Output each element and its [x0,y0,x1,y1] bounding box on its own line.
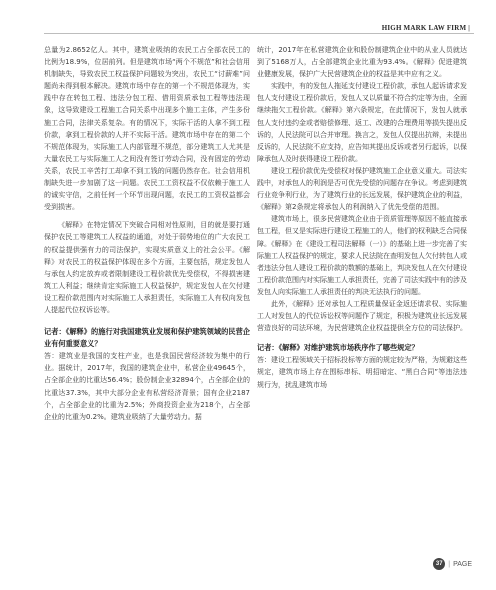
paragraph: 《解释》在特定情况下突破合同相对性原则，目的就是要打通保护农民工等建筑工人权益的通道，对处于弱势地位的广大农民工的权益提供强有力的司法保护，实现实质意义上的社会公平。《解释》对农民工的权益保护体现在多个方面，主要包括，规定发包人与承包人约定放弃或者限制建设工程价款优先受偿权，不得损害建筑工人利益；继续肯定实际施工人权益保护，规定发包人在欠付建设工程价款范围内对实际施工人承担责任，实际施工人有权向发包人提起代位权诉讼等。 [44,221,250,314]
interview-question: 记者：《解释》对维护建筑市场秩序作了哪些规定？ [257,343,419,353]
firm-name: HIGH MARK LAW FIRM [381,24,467,32]
paragraph: 总量为2.8652亿人。其中，建筑业吸纳的农民工占全部农民工的比例为18.9%，位居前列。但是建筑市场“两个不规范”和社会信用机制缺失，导致农民工权益保护问题较为突出，农民工“讨薪难”问题尚未得到根本解决。建筑市场中存在的第一个不规范体现为，实践中存在转包工程、违法分包工程、借用资质承包工程等违法现象，这导致建设工程施工合同关系中出现多个施工主体，产生多份施工合同，法律关系复杂。有的情况下，实际干活的人拿不到工程价款，拿到工程价款的人并不实际干活。建筑市场中存在的第二个不规范体现为，实际施工人内部管理不规范，部分建筑工人尤其是大量农民工与实际施工人之间没有签订劳动合同，没有固定的劳动关系，农民工辛苦打工却拿不到工钱的问题仍然存在。社会信用机制缺失进一步加剧了这一问题。农民工工资权益不仅依赖于施工人的诚实守信，之前任何一个环节出现问题，农民工的工资权益都会受到损害。 [44,46,250,212]
left-column [44,44,250,423]
header-rule [44,33,474,34]
page-number: 37 [433,558,445,570]
page-label: PAGE [453,560,472,568]
interview-answer: 答：建设工程领域关于招标投标等方面的规定较为严格，为规避这些规定，建筑市场上存在围标串标、明招暗定、“黑白合同”等违法违规行为，扰乱建筑市场 [257,356,467,389]
paragraph: 此外，《解释》还对承包人工程质量保证金返还请求权、实际施工人对发包人的代位诉讼权等问题作了规定，积极为建筑业长远发展营造良好的司法环境，为民营建筑企业权益提供全方位的司法保护。 [257,299,467,333]
page-footer: 37 | PAGE [433,558,472,570]
paragraph: 建设工程价款优先受偿权对保护建筑施工企业意义重大。司法实践中，对承包人的利润是否可优先受偿的问题存在争议。考虑到建筑行业竞争利行业，为了建筑行业的长远发展，保护建筑企业的利益，《解释》第2条规定将承包人的利润纳入了优先受偿的范围。 [257,166,467,212]
interview-question: 记者：《解释》的施行对我国建筑业发展和保护建筑领域的民营企业有何重要意义？ [44,327,250,349]
paragraph: 建筑市场上，很多民营建筑企业由于资质管理等原因不能直接承包工程，但又是实际进行建设工程施工的人，他们的权利缺乏合同保障。《解释》在《建设工程司法解释（一）》的基础上进一步完善了实际施工人权益保护的规定，要求人民法院在查明发包人欠付转包人或者违法分包人建设工程价款的数额的基础上，判决发包人在欠付建设工程价款范围内对实际施工人承担责任，完善了司法实践中有的涉及发包人向实际施工人承担责任的判决无法执行的问题。 [257,215,467,296]
interview-answer: 答：建筑业是我国的支柱产业，也是我国民营经济较为集中的行业。据统计，2017年，我国的建筑企业中，私营企业49645个，占全部企业的比重达56.4%；股份制企业32894个，占全部企业的比重达37.3%，其中大部分企业有私营经济背景；国有企业2187个，占全部企业的比重为2.5%；外商投资企业为218个，占全部企业的比重为0.2%。建筑业吸纳了大量劳动力。据 [44,352,250,421]
running-header: HIGH MARK LAW FIRM | [381,24,470,32]
right-column [257,44,467,391]
paragraph: 统计，2017年在私营建筑企业和股份制建筑企业中的从业人员就达到了5168万人，占全部建筑企业比重为93.4%。《解释》促进建筑业健康发展，保护广大民营建筑企业的权益是其中应有之义。 [257,46,467,79]
paragraph: 实践中，有的发包人拖延支付建设工程价款，承包人起诉请求发包人支付建设工程价款后，发包人又以质量不符合约定等为由，全面继续拖欠工程价款。《解释》第六条规定，在此情况下，发包人就承包人支付违约金或者赔偿修理、返工、改建的合理费用等损失提出反诉的，人民法院可以合并审理。换言之，发包人仅提出抗辩，未提出反诉的，人民法院不应支持，应告知其提出反诉或者另行起诉，以保障承包人及时获得建设工程价款。 [257,82,467,163]
